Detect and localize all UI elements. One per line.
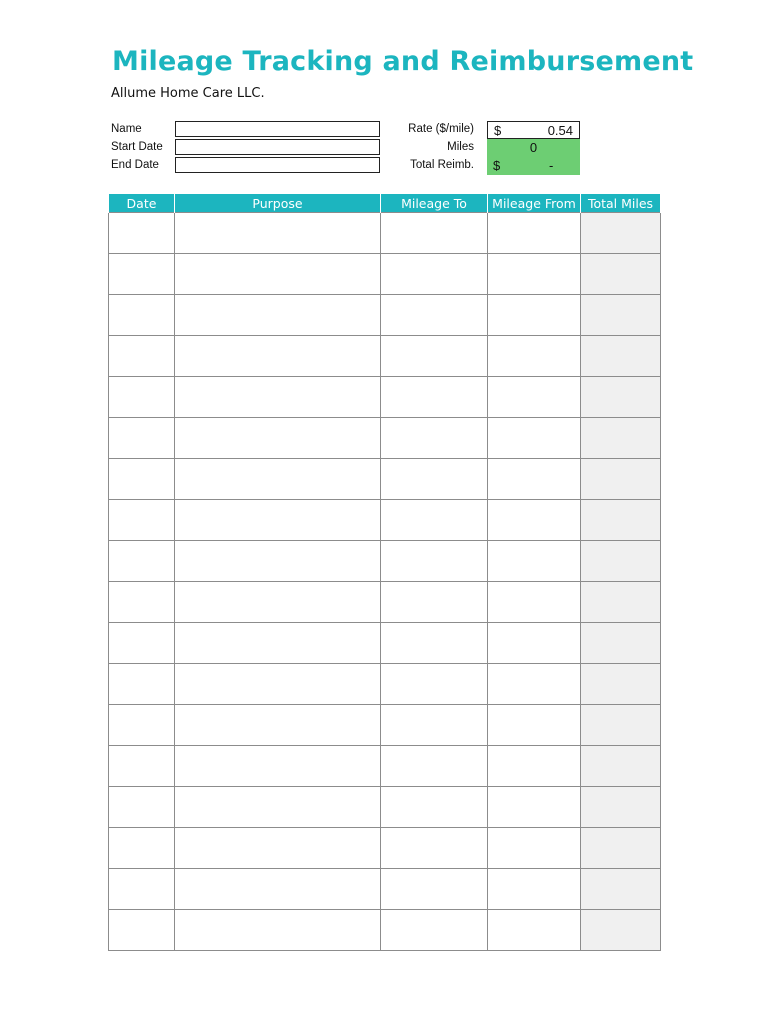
purpose-cell[interactable] <box>175 664 381 705</box>
total-miles-cell <box>581 869 661 910</box>
mileage-to-cell[interactable] <box>381 705 488 746</box>
table-row <box>109 705 661 746</box>
rate-currency: $ <box>494 123 502 138</box>
mileage-from-cell[interactable] <box>488 500 581 541</box>
table-row <box>109 459 661 500</box>
purpose-cell[interactable] <box>175 869 381 910</box>
total-miles-cell <box>581 705 661 746</box>
mileage-from-cell[interactable] <box>488 910 581 951</box>
total-miles-cell <box>581 500 661 541</box>
table-row <box>109 787 661 828</box>
total-reimb-cell <box>487 157 580 175</box>
date-cell[interactable] <box>109 869 175 910</box>
mileage-to-cell[interactable] <box>381 377 488 418</box>
mileage-from-cell[interactable] <box>488 746 581 787</box>
table-row <box>109 500 661 541</box>
purpose-cell[interactable] <box>175 459 381 500</box>
column-header-date: Date <box>109 194 175 213</box>
table-row <box>109 623 661 664</box>
date-cell[interactable] <box>109 623 175 664</box>
total-miles-cell <box>581 828 661 869</box>
mileage-from-cell[interactable] <box>488 459 581 500</box>
mileage-to-cell[interactable] <box>381 418 488 459</box>
mileage-to-cell[interactable] <box>381 869 488 910</box>
table-header-row <box>109 194 661 213</box>
mileage-from-cell[interactable] <box>488 377 581 418</box>
total-miles-cell <box>581 623 661 664</box>
table-row <box>109 213 661 254</box>
total-miles-cell <box>581 746 661 787</box>
mileage-from-cell[interactable] <box>488 254 581 295</box>
total-miles-cell <box>581 213 661 254</box>
table-row <box>109 254 661 295</box>
mileage-to-cell[interactable] <box>381 787 488 828</box>
start-date-label: Start Date <box>111 141 163 153</box>
total-value: - <box>549 158 554 173</box>
mileage-to-cell[interactable] <box>381 746 488 787</box>
table-row <box>109 295 661 336</box>
mileage-from-cell[interactable] <box>488 213 581 254</box>
mileage-log-table <box>108 194 661 951</box>
mileage-to-cell[interactable] <box>381 541 488 582</box>
total-miles-cell <box>581 377 661 418</box>
purpose-cell[interactable] <box>175 623 381 664</box>
miles-value: 0 <box>529 140 538 155</box>
mileage-from-cell[interactable] <box>488 705 581 746</box>
mileage-to-cell[interactable] <box>381 213 488 254</box>
total-reimb-label: Total Reimb. <box>410 159 474 171</box>
date-cell[interactable] <box>109 541 175 582</box>
mileage-to-cell[interactable] <box>381 582 488 623</box>
total-miles-cell <box>581 254 661 295</box>
purpose-cell[interactable] <box>175 582 381 623</box>
total-miles-cell <box>581 295 661 336</box>
mileage-from-cell[interactable] <box>488 541 581 582</box>
date-cell[interactable] <box>109 418 175 459</box>
mileage-to-cell[interactable] <box>381 664 488 705</box>
miles-label: Miles <box>447 141 474 153</box>
date-cell[interactable] <box>109 746 175 787</box>
table-row <box>109 582 661 623</box>
purpose-cell[interactable] <box>175 295 381 336</box>
table-row <box>109 869 661 910</box>
total-miles-cell <box>581 336 661 377</box>
column-header-purpose: Purpose <box>175 194 381 213</box>
mileage-to-cell[interactable] <box>381 254 488 295</box>
purpose-cell[interactable] <box>175 787 381 828</box>
mileage-from-cell[interactable] <box>488 295 581 336</box>
total-miles-cell <box>581 664 661 705</box>
date-cell[interactable] <box>109 582 175 623</box>
mileage-to-cell[interactable] <box>381 910 488 951</box>
table-body <box>109 213 661 951</box>
table-row <box>109 746 661 787</box>
column-header-mileage-to: Mileage To <box>381 194 488 213</box>
page-title: Mileage Tracking and Reimbursement <box>112 46 694 77</box>
table-row <box>109 664 661 705</box>
miles-cell <box>487 139 580 157</box>
table-row <box>109 910 661 951</box>
purpose-cell[interactable] <box>175 705 381 746</box>
rate-field[interactable] <box>487 121 580 139</box>
purpose-cell[interactable] <box>175 418 381 459</box>
column-header-total-miles: Total Miles <box>581 194 661 213</box>
mileage-from-cell[interactable] <box>488 664 581 705</box>
mileage-from-cell[interactable] <box>488 828 581 869</box>
date-cell[interactable] <box>109 295 175 336</box>
mileage-to-cell[interactable] <box>381 295 488 336</box>
rate-label: Rate ($/mile) <box>408 123 474 135</box>
total-miles-cell <box>581 418 661 459</box>
mileage-from-cell[interactable] <box>488 787 581 828</box>
total-currency: $ <box>493 158 501 173</box>
rate-value: 0.54 <box>547 123 573 138</box>
purpose-cell[interactable] <box>175 377 381 418</box>
purpose-cell[interactable] <box>175 746 381 787</box>
mileage-to-cell[interactable] <box>381 828 488 869</box>
mileage-from-cell[interactable] <box>488 418 581 459</box>
mileage-from-cell[interactable] <box>488 623 581 664</box>
date-cell[interactable] <box>109 664 175 705</box>
date-cell[interactable] <box>109 705 175 746</box>
date-cell[interactable] <box>109 213 175 254</box>
date-cell[interactable] <box>109 828 175 869</box>
total-miles-cell <box>581 459 661 500</box>
date-cell[interactable] <box>109 910 175 951</box>
table-row <box>109 828 661 869</box>
date-cell[interactable] <box>109 459 175 500</box>
table-row <box>109 418 661 459</box>
company-name: Allume Home Care LLC. <box>111 86 265 101</box>
mileage-to-cell[interactable] <box>381 336 488 377</box>
purpose-cell[interactable] <box>175 254 381 295</box>
purpose-cell[interactable] <box>175 213 381 254</box>
total-miles-cell <box>581 910 661 951</box>
date-cell[interactable] <box>109 336 175 377</box>
mileage-from-cell[interactable] <box>488 869 581 910</box>
start-date-field[interactable] <box>175 139 380 155</box>
purpose-cell[interactable] <box>175 828 381 869</box>
column-header-mileage-from: Mileage From <box>488 194 581 213</box>
date-cell[interactable] <box>109 377 175 418</box>
total-miles-cell <box>581 541 661 582</box>
table-row <box>109 541 661 582</box>
end-date-label: End Date <box>111 159 159 171</box>
date-cell[interactable] <box>109 787 175 828</box>
mileage-from-cell[interactable] <box>488 336 581 377</box>
purpose-cell[interactable] <box>175 910 381 951</box>
name-field[interactable] <box>175 121 380 137</box>
mileage-to-cell[interactable] <box>381 623 488 664</box>
total-miles-cell <box>581 582 661 623</box>
date-cell[interactable] <box>109 500 175 541</box>
date-cell[interactable] <box>109 254 175 295</box>
total-miles-cell <box>581 787 661 828</box>
mileage-from-cell[interactable] <box>488 582 581 623</box>
purpose-cell[interactable] <box>175 336 381 377</box>
purpose-cell[interactable] <box>175 500 381 541</box>
table-row <box>109 336 661 377</box>
name-label: Name <box>111 123 142 135</box>
mileage-to-cell[interactable] <box>381 500 488 541</box>
table-row <box>109 377 661 418</box>
mileage-to-cell[interactable] <box>381 459 488 500</box>
end-date-field[interactable] <box>175 157 380 173</box>
purpose-cell[interactable] <box>175 541 381 582</box>
